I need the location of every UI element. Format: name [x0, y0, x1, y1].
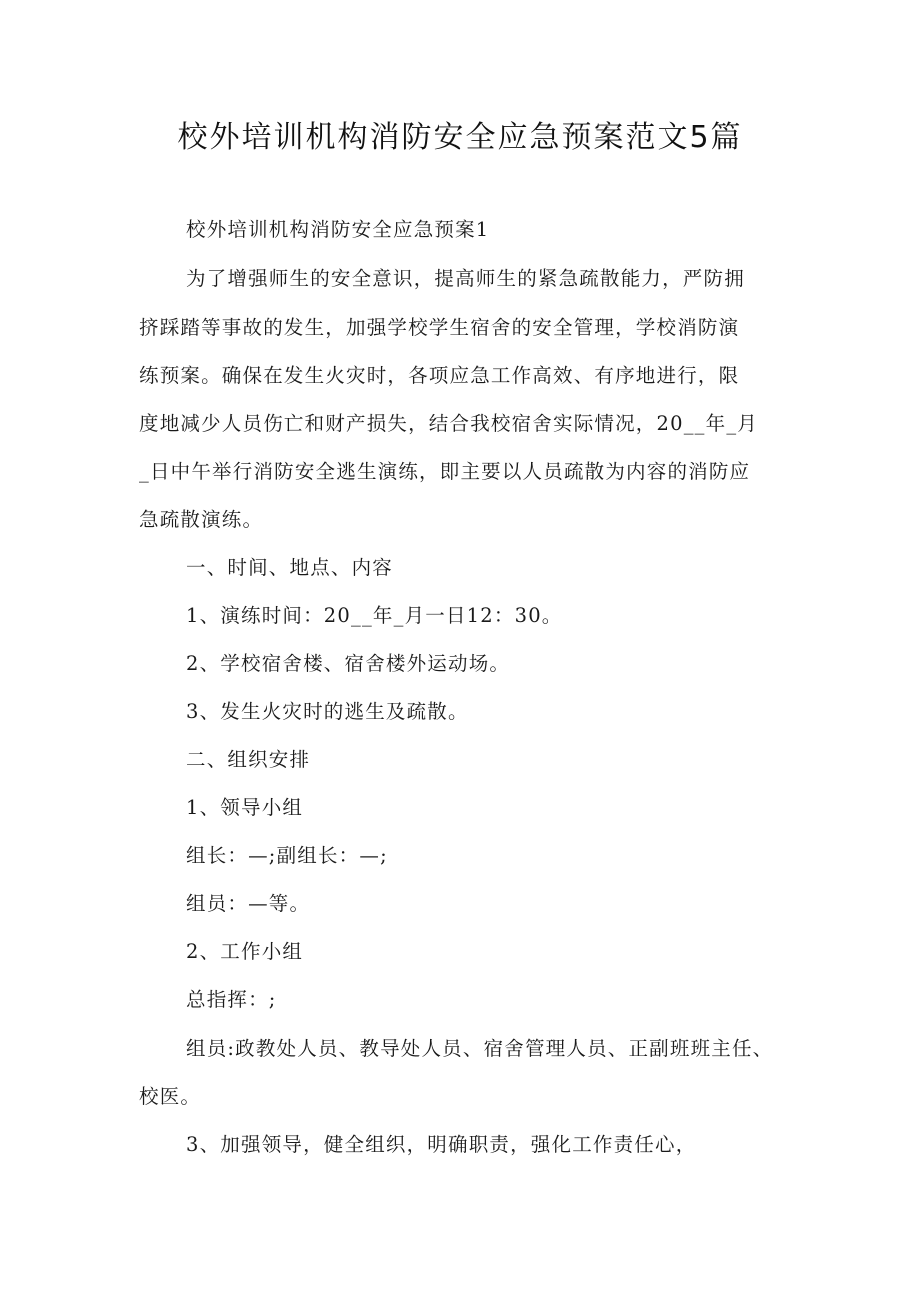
paragraph-line: 度地减少人员伤亡和财产损失，结合我校宿舍实际情况，20__年_月	[139, 412, 758, 435]
paragraph-line: 为了增强师生的安全意识，提高师生的紧急疏散能力，严防拥	[186, 267, 745, 290]
paragraph-line: 校医。	[139, 1085, 202, 1108]
paragraph-line: 练预案。确保在发生火灾时，各项应急工作高效、有序地进行，限	[139, 364, 740, 387]
paragraph-line: 挤踩踏等事故的发生，加强学校学生宿舍的安全管理，学校消防演	[139, 316, 740, 339]
paragraph-line: 总指挥：;	[186, 988, 277, 1011]
paragraph-line: _日中午举行消防安全逃生演练，即主要以人员疏散为内容的消防应	[139, 460, 751, 483]
section-heading: 二、组织安排	[186, 748, 311, 771]
list-item: 2、工作小组	[186, 940, 304, 963]
list-item: 1、演练时间：20__年_月一日12：30。	[186, 604, 563, 627]
list-item: 3、发生火灾时的逃生及疏散。	[186, 700, 469, 723]
document-title: 校外培训机构消防安全应急预案范文5篇	[177, 120, 743, 155]
paragraph-line: 组员:政教处人员、教导处人员、宿舍管理人员、正副班班主任、	[186, 1037, 774, 1060]
section-heading: 一、时间、地点、内容	[186, 556, 394, 579]
list-item: 1、领导小组	[186, 796, 304, 819]
section-heading: 校外培训机构消防安全应急预案1	[186, 218, 490, 241]
paragraph-line: 急疏散演练。	[139, 508, 264, 531]
paragraph-line: 组员：—等。	[186, 892, 311, 915]
paragraph-line: 组长：—;副组长：—;	[186, 844, 388, 867]
list-item: 2、学校宿舍楼、宿舍楼外运动场。	[186, 652, 511, 675]
list-item: 3、加强领导，健全组织，明确职责，强化工作责任心，	[186, 1133, 697, 1156]
